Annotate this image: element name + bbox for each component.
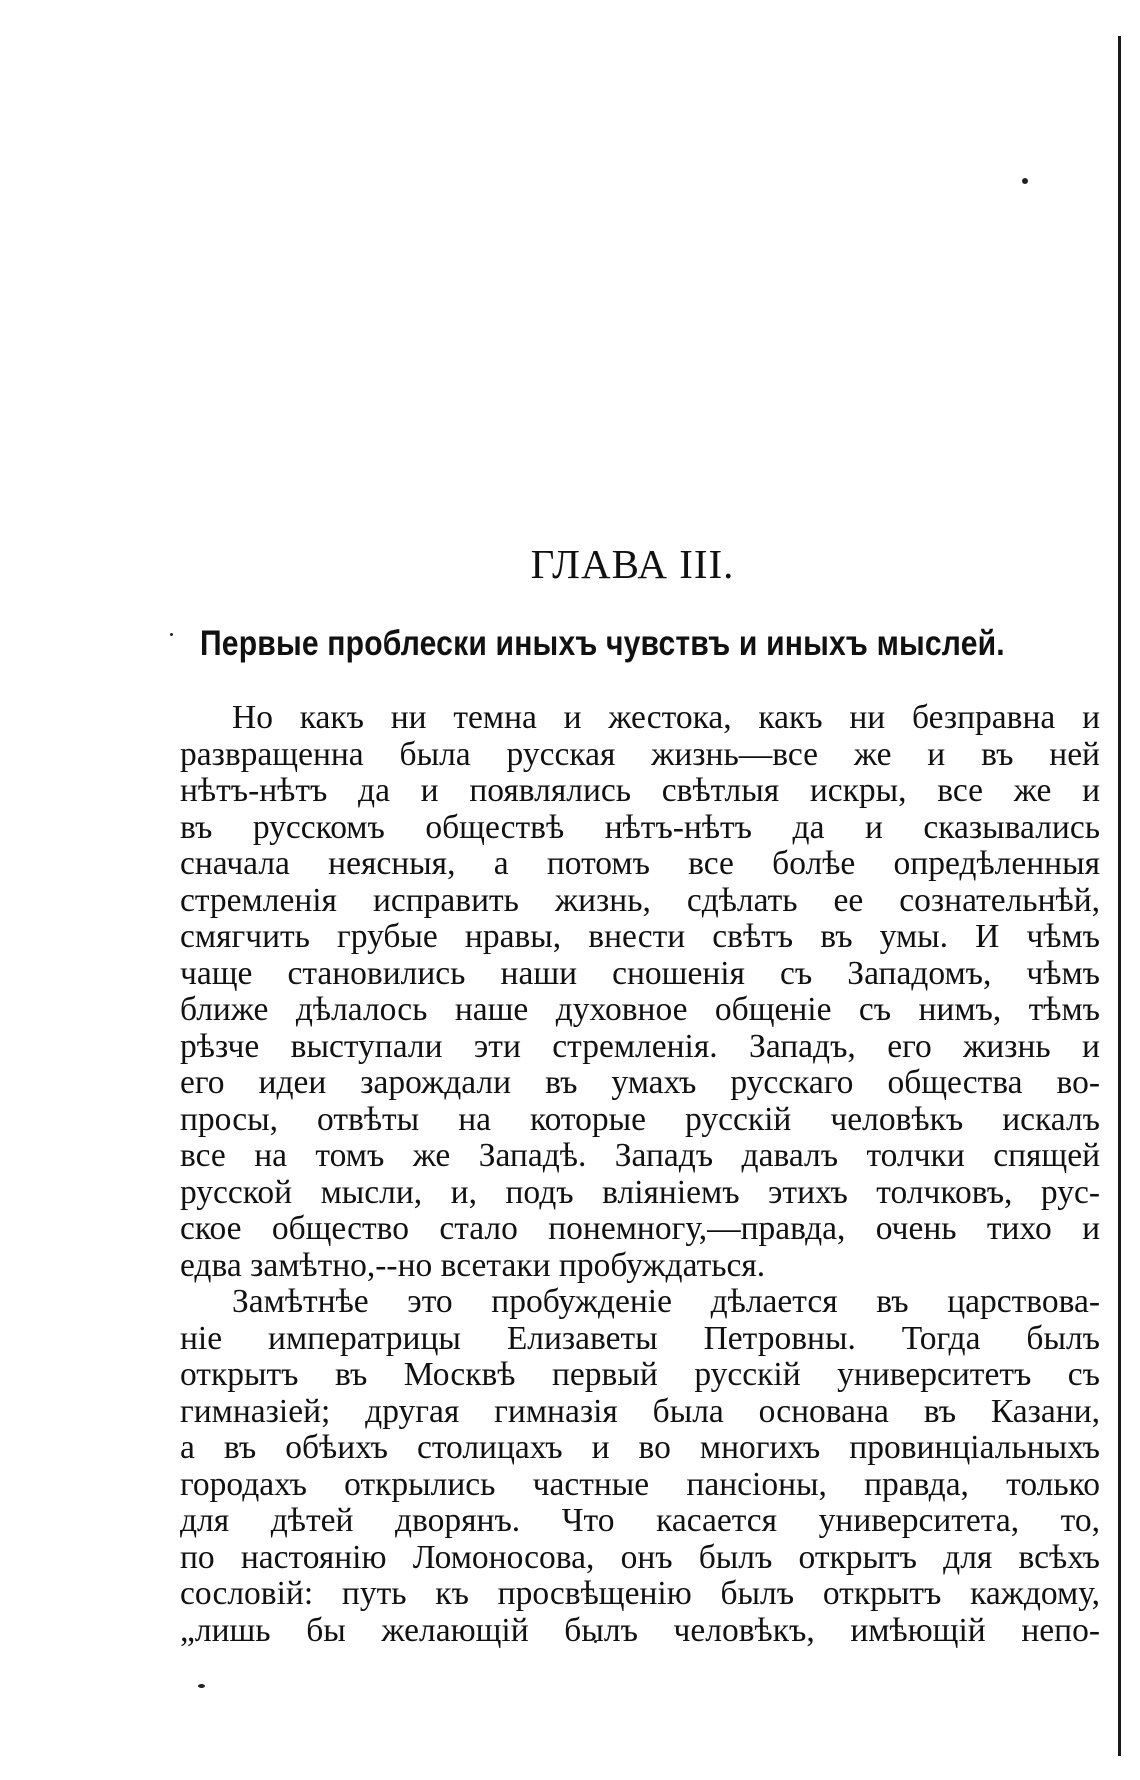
page-edge-line bbox=[1118, 36, 1121, 1756]
text-line: ское общество стало понемногу,—правда, очень тихо и bbox=[180, 1210, 1100, 1247]
ink-speck bbox=[170, 633, 173, 636]
text-line: по настоянію Ломоносова, онъ былъ открытъ для всѣхъ bbox=[180, 1538, 1100, 1576]
text-line: все на томъ же Западѣ. Западъ давалъ толчки спящей bbox=[180, 1137, 1100, 1174]
text-line: нѣтъ-нѣтъ да и появлялись свѣтлыя искры, все же и bbox=[180, 772, 1100, 809]
text-line: сословій: путь къ просвѣщенію былъ открытъ каждому, bbox=[180, 1575, 1100, 1612]
text-line: русской мысли, и, подъ вліяніемъ этихъ толчковъ, рус- bbox=[180, 1173, 1100, 1211]
text-line: „лишь бы желающій былъ человѣкъ, имѣющій непо- bbox=[180, 1611, 1100, 1649]
ink-speck bbox=[198, 1684, 205, 1688]
text-line: его идеи зарождали въ умахъ русскаго общества во- bbox=[180, 1064, 1100, 1101]
text-line: чаще становились наши сношенія съ Западомъ, чѣмъ bbox=[180, 954, 1100, 992]
text-line: для дѣтей дворянъ. Что касается университета, то, bbox=[180, 1502, 1100, 1539]
text-line: развращенна была русская жизнь—все же и въ ней bbox=[180, 735, 1100, 773]
text-line: а въ обѣихъ столицахъ и во многихъ провинціальныхъ bbox=[180, 1429, 1100, 1466]
paragraph-1 bbox=[180, 700, 1100, 1284]
text-line: гимназіей; другая гимназія была основана въ Казани, bbox=[180, 1392, 1100, 1430]
text-line: просы, отвѣты на которые русскій человѣкъ искалъ bbox=[180, 1100, 1100, 1138]
body-text bbox=[180, 700, 1100, 1649]
text-line: ближе дѣлалось наше духовное общеніе съ нимъ, тѣмъ bbox=[180, 991, 1100, 1028]
chapter-subtitle: Первые проблески иныхъ чувствъ и иныхъ мыслей. bbox=[200, 624, 1005, 663]
paragraph-2 bbox=[180, 1284, 1100, 1649]
text-line: Замѣтнѣе это пробужденіе дѣлается въ царствова- bbox=[232, 1283, 1100, 1320]
text-line: открытъ въ Москвѣ первый русскій университетъ съ bbox=[180, 1356, 1100, 1393]
text-line: рѣзче выступали эти стремленія. Западъ, его жизнь и bbox=[180, 1027, 1100, 1065]
chapter-heading: ГЛАВА III. bbox=[530, 541, 735, 587]
text-line: Но какъ ни темна и жестока, какъ ни безправна и bbox=[232, 699, 1100, 736]
text-line: стремленія исправить жизнь, сдѣлать ее сознательнѣй, bbox=[180, 881, 1100, 919]
ink-speck bbox=[1022, 178, 1028, 184]
text-line: въ русскомъ обществѣ нѣтъ-нѣтъ да и сказывались bbox=[180, 808, 1100, 846]
text-line: едва замѣтно,--но всетаки пробуждаться. bbox=[180, 1246, 766, 1284]
text-line: сначала неясныя, а потомъ все болѣе опредѣленныя bbox=[180, 845, 1100, 882]
text-line: смягчить грубые нравы, внести свѣтъ въ умы. И чѣмъ bbox=[180, 918, 1100, 955]
text-line: ніе императрицы Елизаветы Петровны. Тогда былъ bbox=[180, 1319, 1100, 1357]
text-line: городахъ открылись частные пансіоны, правда, только bbox=[180, 1465, 1100, 1503]
